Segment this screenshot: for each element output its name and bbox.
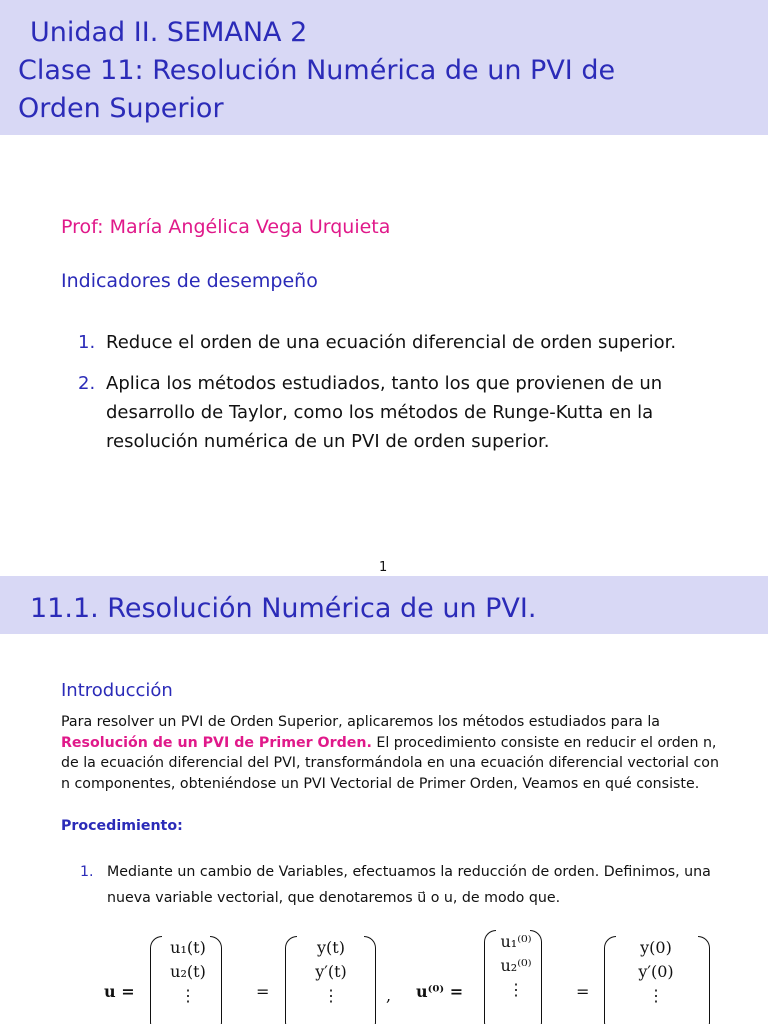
indicators-list — [78, 328, 718, 468]
list-item-text: Reduce el orden de una ecuación diferencial de orden superior. — [106, 332, 677, 353]
slide-1-header — [0, 0, 768, 135]
step-text: Mediante un cambio de Variables, efectuamos la reducción de orden. Definimos, una nueva variable vectorial, que denotaremos u⃗ o u, de modo que. — [107, 864, 711, 906]
left-paren — [604, 936, 616, 1024]
y-column — [298, 936, 364, 1008]
y-component-1: y(t) — [317, 938, 345, 957]
list-item — [78, 369, 718, 456]
right-paren — [698, 936, 710, 1024]
u-component-2: u₂(t) — [170, 962, 206, 981]
procedure-step-1 — [80, 859, 730, 911]
y-component-2: y′(t) — [315, 962, 347, 981]
class-title-line-2: Orden Superior — [18, 93, 224, 124]
u0-component-1: u₁⁽⁰⁾ — [500, 932, 532, 951]
u-vector-label: u = — [104, 982, 135, 1001]
u-component-1: u₁(t) — [170, 938, 206, 957]
unit-title: Unidad II. SEMANA 2 — [30, 17, 308, 48]
intro-heading: Introducción — [61, 680, 173, 701]
list-item-number: 1. — [78, 332, 96, 353]
u-column — [160, 936, 216, 1008]
section-title: 11.1. Resolución Numérica de un PVI. — [30, 593, 537, 624]
y-component-dots: ⋮ — [323, 986, 339, 1005]
intro-paragraph — [61, 712, 721, 794]
comma: , — [386, 986, 392, 1005]
u-component-dots: ⋮ — [180, 986, 196, 1005]
step-number: 1. — [80, 864, 94, 880]
list-item-number: 2. — [78, 373, 96, 394]
right-paren — [210, 936, 222, 1024]
indicators-heading: Indicadores de desempeño — [61, 270, 318, 292]
slide-2-header — [0, 576, 768, 634]
u0-component-2: u₂⁽⁰⁾ — [500, 956, 532, 975]
vector-definition-equation — [0, 926, 768, 1024]
list-item-text: Aplica los métodos estudiados, tanto los que provienen de un desarrollo de Taylor, como los métodos de Runge-Kutta en la resolución numérica de un PVI de orden superior. — [106, 373, 663, 452]
professor-name: Prof: María Angélica Vega Urquieta — [61, 216, 391, 238]
slide-2 — [0, 576, 768, 1024]
equals-sign: = — [576, 982, 590, 1001]
class-title-line-1: Clase 11: Resolución Numérica de un PVI de — [18, 55, 616, 86]
intro-text-end: El procedimiento consiste en reducir el orden n, de la ecuación diferencial del PVI, transformándola en una ecuación diferencial vectorial con n componentes, obteniéndose un PVI Vectorial de Primer Orden, Veamos en qué consiste. — [61, 734, 719, 792]
right-paren — [530, 930, 542, 1024]
y0-column — [616, 936, 696, 1008]
equals-sign: = — [256, 982, 270, 1001]
left-paren — [285, 936, 297, 1024]
intro-text-start: Para resolver un PVI de Orden Superior, aplicaremos los métodos estudiados para la — [61, 714, 661, 730]
procedure-label: Procedimiento: — [61, 818, 183, 834]
y0-component-dots: ⋮ — [648, 986, 664, 1005]
right-paren — [364, 936, 376, 1024]
u0-component-dots: ⋮ — [508, 980, 524, 999]
y0-component-2: y′(0) — [638, 962, 674, 981]
list-item — [78, 328, 718, 357]
intro-highlight: Resolución de un PVI de Primer Orden. — [61, 734, 372, 751]
page-number: 1 — [379, 560, 388, 575]
u0-vector-label: u⁽⁰⁾ = — [416, 982, 464, 1001]
y0-component-1: y(0) — [640, 938, 672, 957]
